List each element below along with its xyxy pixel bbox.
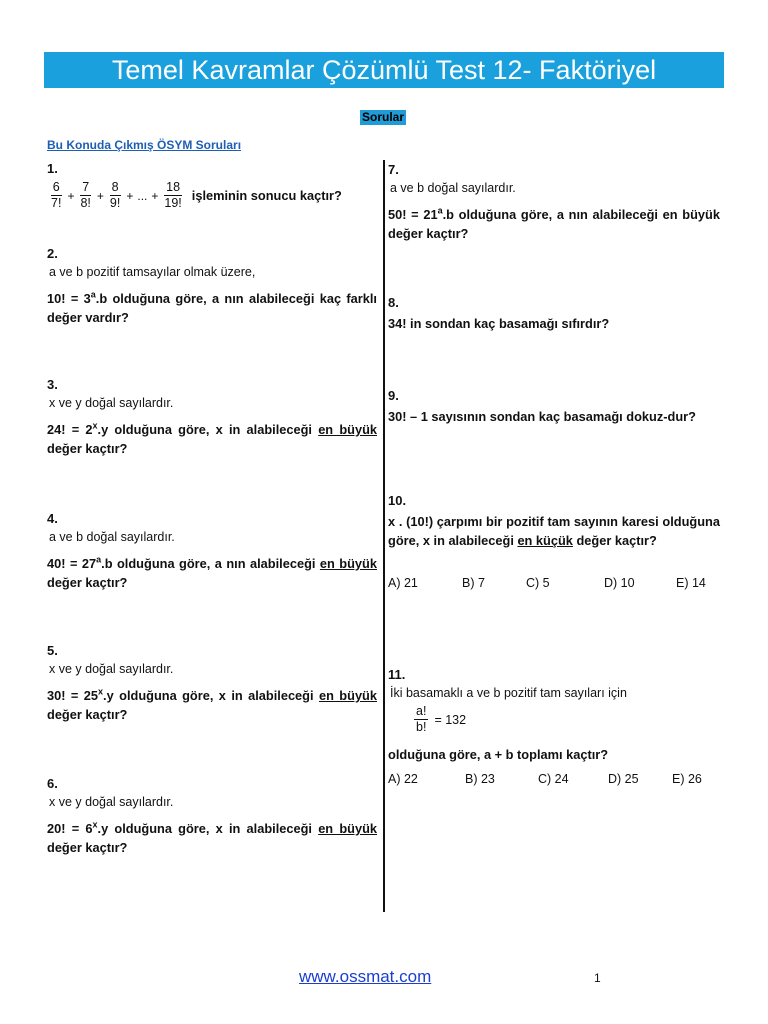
fraction: $\frac{a!}{b!}$ [416,704,427,734]
question-stem: 30! = $25^x.y$ olduğuna göre, x in alabileceği en büyük değer kaçtır? [47,686,377,722]
question-number: 5. [47,643,58,658]
option-d[interactable]: D) 10 [604,576,635,590]
question-number: 1. [47,161,58,176]
option-d[interactable]: D) 25 [608,772,639,786]
question-stem: 50! = $21^a.b$ olduğuna göre, a nın alabileceği en büyük değer kaçtır? [388,205,720,241]
equation: $\frac{a!}{b!}$ = 132 [416,704,467,734]
question-5 [47,643,377,724]
question-number: 4. [47,511,58,526]
question-stem: x . (10!) çarpımı bir pozitif tam sayının karesi olduğuna göre, x in alabileceği en küçük değer kaçtır? [388,514,720,548]
question-stem: 40! = $27^a.b$ olduğuna göre, a nın alabileceği en büyük değer kaçtır? [47,554,377,590]
website-link[interactable]: www.ossmat.com [299,967,432,986]
question-premise: x ve y doğal sayılardır. [49,662,174,676]
option-e[interactable]: E) 26 [672,772,702,786]
question-stem: 20! = $6^x.y$ olduğuna göre, x in alabileceği en büyük değer kaçtır? [47,819,378,855]
page-title-banner: Temel Kavramlar Çözümlü Test 12- Faktöriyel [44,52,724,88]
option-a[interactable]: A) 21 [388,576,418,590]
answer-options [388,772,720,786]
question-10 [388,493,720,590]
question-number: 9. [388,388,399,403]
column-divider [383,160,385,912]
question-premise: a ve b pozitif tamsayılar olmak üzere, [49,265,256,279]
question-stem: 10! = $3^a.b$ olduğuna göre, a nın alabileceği kaç farklı değer vardır? [47,289,377,325]
question-stem: 30! – 1 sayısının sondan kaç basamağı dokuz-dur? [388,409,696,424]
option-b[interactable]: B) 23 [465,772,495,786]
question-premise: İki basamaklı a ve b pozitif tam sayıları için [390,686,627,700]
question-number: 11. [388,667,406,682]
question-4 [47,511,377,592]
question-6 [47,776,377,857]
fraction: $\frac{8}{9!}$ [109,180,121,210]
question-number: 2. [47,246,58,261]
question-number: 6. [47,776,58,791]
question-number: 8. [388,295,399,310]
question-1 [47,161,377,211]
option-a[interactable]: A) 22 [388,772,418,786]
question-7 [388,162,720,243]
option-c[interactable]: C) 5 [526,576,550,590]
section-title: Bu Konuda Çıkmış ÖSYM Soruları [47,138,242,152]
questions-tag: Sorular [362,110,405,124]
fraction: $\frac{7}{8!}$ [80,180,91,210]
option-e[interactable]: E) 14 [676,576,706,590]
question-number: 10. [388,493,407,508]
question-2 [47,246,377,327]
question-number: 3. [47,377,58,392]
fraction: $\frac{18}{19!}$ [164,180,182,210]
question-11 [388,667,720,786]
question-stem: olduğuna göre, a + b toplamı kaçtır? [388,747,609,762]
question-premise: x ve y doğal sayılardır. [49,795,174,809]
question-9 [388,388,720,426]
page-number: 1 [594,971,601,985]
question-stem: $\frac{6}{7!}$ + $\frac{7}{8!}$ + $\frac{8}{9!}$ + ... + $\frac{18}{19!}$ işleminin sonucu kaçtır? [51,180,342,210]
fraction: $\frac{6}{7!}$ [51,180,62,210]
question-stem: 24! = $2^x.y$ olduğuna göre, x in alabileceği en büyük değer kaçtır? [47,420,378,456]
question-stem: 34! in sondan kaç basamağı sıfırdır? [388,316,610,331]
option-b[interactable]: B) 7 [462,576,485,590]
question-premise: a ve b doğal sayılardır. [49,530,175,544]
question-premise: x ve y doğal sayılardır. [49,396,174,410]
question-premise: a ve b doğal sayılardır. [390,181,516,195]
option-c[interactable]: C) 24 [538,772,569,786]
answer-options [388,576,720,590]
question-number: 7. [388,162,399,177]
question-8 [388,295,720,333]
question-3 [47,377,377,458]
